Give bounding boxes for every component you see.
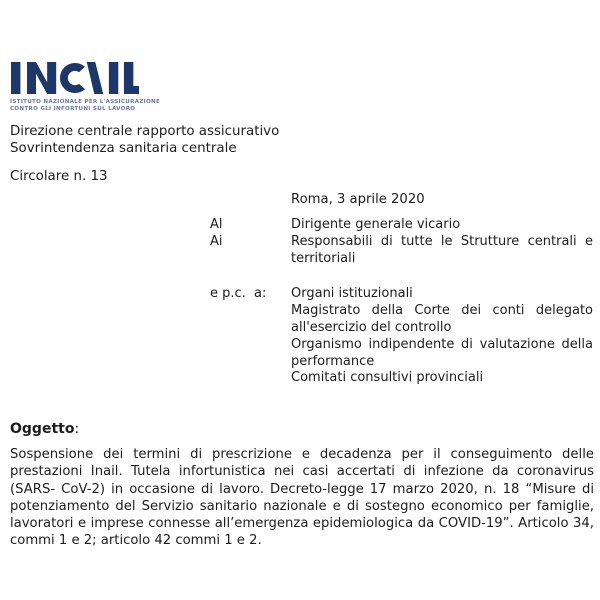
cc-item: Organismo indipendente di valutazione della performance: [291, 336, 593, 369]
cc-label: e p.c. a:: [210, 286, 267, 302]
recipient-text: Dirigente generale vicario: [291, 217, 461, 232]
inail-logo: [10, 62, 160, 113]
cc-item: Comitati consultivi provinciali: [291, 370, 484, 386]
cc-row: [210, 286, 593, 387]
circular-number: Circolare n. 13: [10, 169, 108, 184]
logo-subtitle-line2: CONTRO GLI INFORTUNI SUL LAVORO: [10, 106, 136, 112]
subject-label: Oggetto: [10, 421, 75, 437]
subject-heading: [10, 421, 79, 437]
recipients-block: [210, 217, 593, 387]
place-date: Roma, 3 aprile 2020: [291, 192, 425, 207]
cc-list: [291, 286, 593, 387]
department-line2: Sovrintendenza sanitaria centrale: [10, 140, 237, 156]
subject-colon: :: [74, 421, 80, 437]
recipient-label: Al: [210, 217, 223, 232]
recipient-row: [210, 217, 593, 234]
cc-item: Magistrato della Corte dei conti delegato all'esercizio del controllo: [291, 303, 593, 335]
recipient-text: Responsabili di tutte le Strutture centrali e territoriali: [291, 233, 593, 266]
department-line1: Direzione centrale rapporto assicurativo: [10, 124, 280, 139]
inail-logo-subtitle: [10, 99, 160, 113]
inail-logo-mark: [10, 62, 140, 94]
recipient-row: [210, 234, 593, 268]
cc-item: Organi istituzionali: [291, 286, 413, 302]
subject-body: Sospensione dei termini di prescrizione e decadenza per il conseguimento delle prestazioni Inail. Tutela infortunistica nei casi accertati di infezione da coronavirus (SARS- CoV-2) in occasione di lavoro. Decreto-legge 17 marzo 2020, n. 18 “Misure di potenziamento del Servizio sanitario nazionale e di sostegno economico per famiglie, lavoratori e imprese connesse all’emergenza epidemiologica da COVID-19”. Articolo 34, commi 1 e 2; articolo 42 commi 1 e 2.: [10, 447, 594, 549]
logo-subtitle-line1: ISTITUTO NAZIONALE PER L'ASSICURAZIONE: [10, 99, 161, 105]
inail-logo-text: [10, 94, 11, 95]
recipient-label: Ai: [210, 233, 223, 249]
department-block: [10, 124, 279, 157]
